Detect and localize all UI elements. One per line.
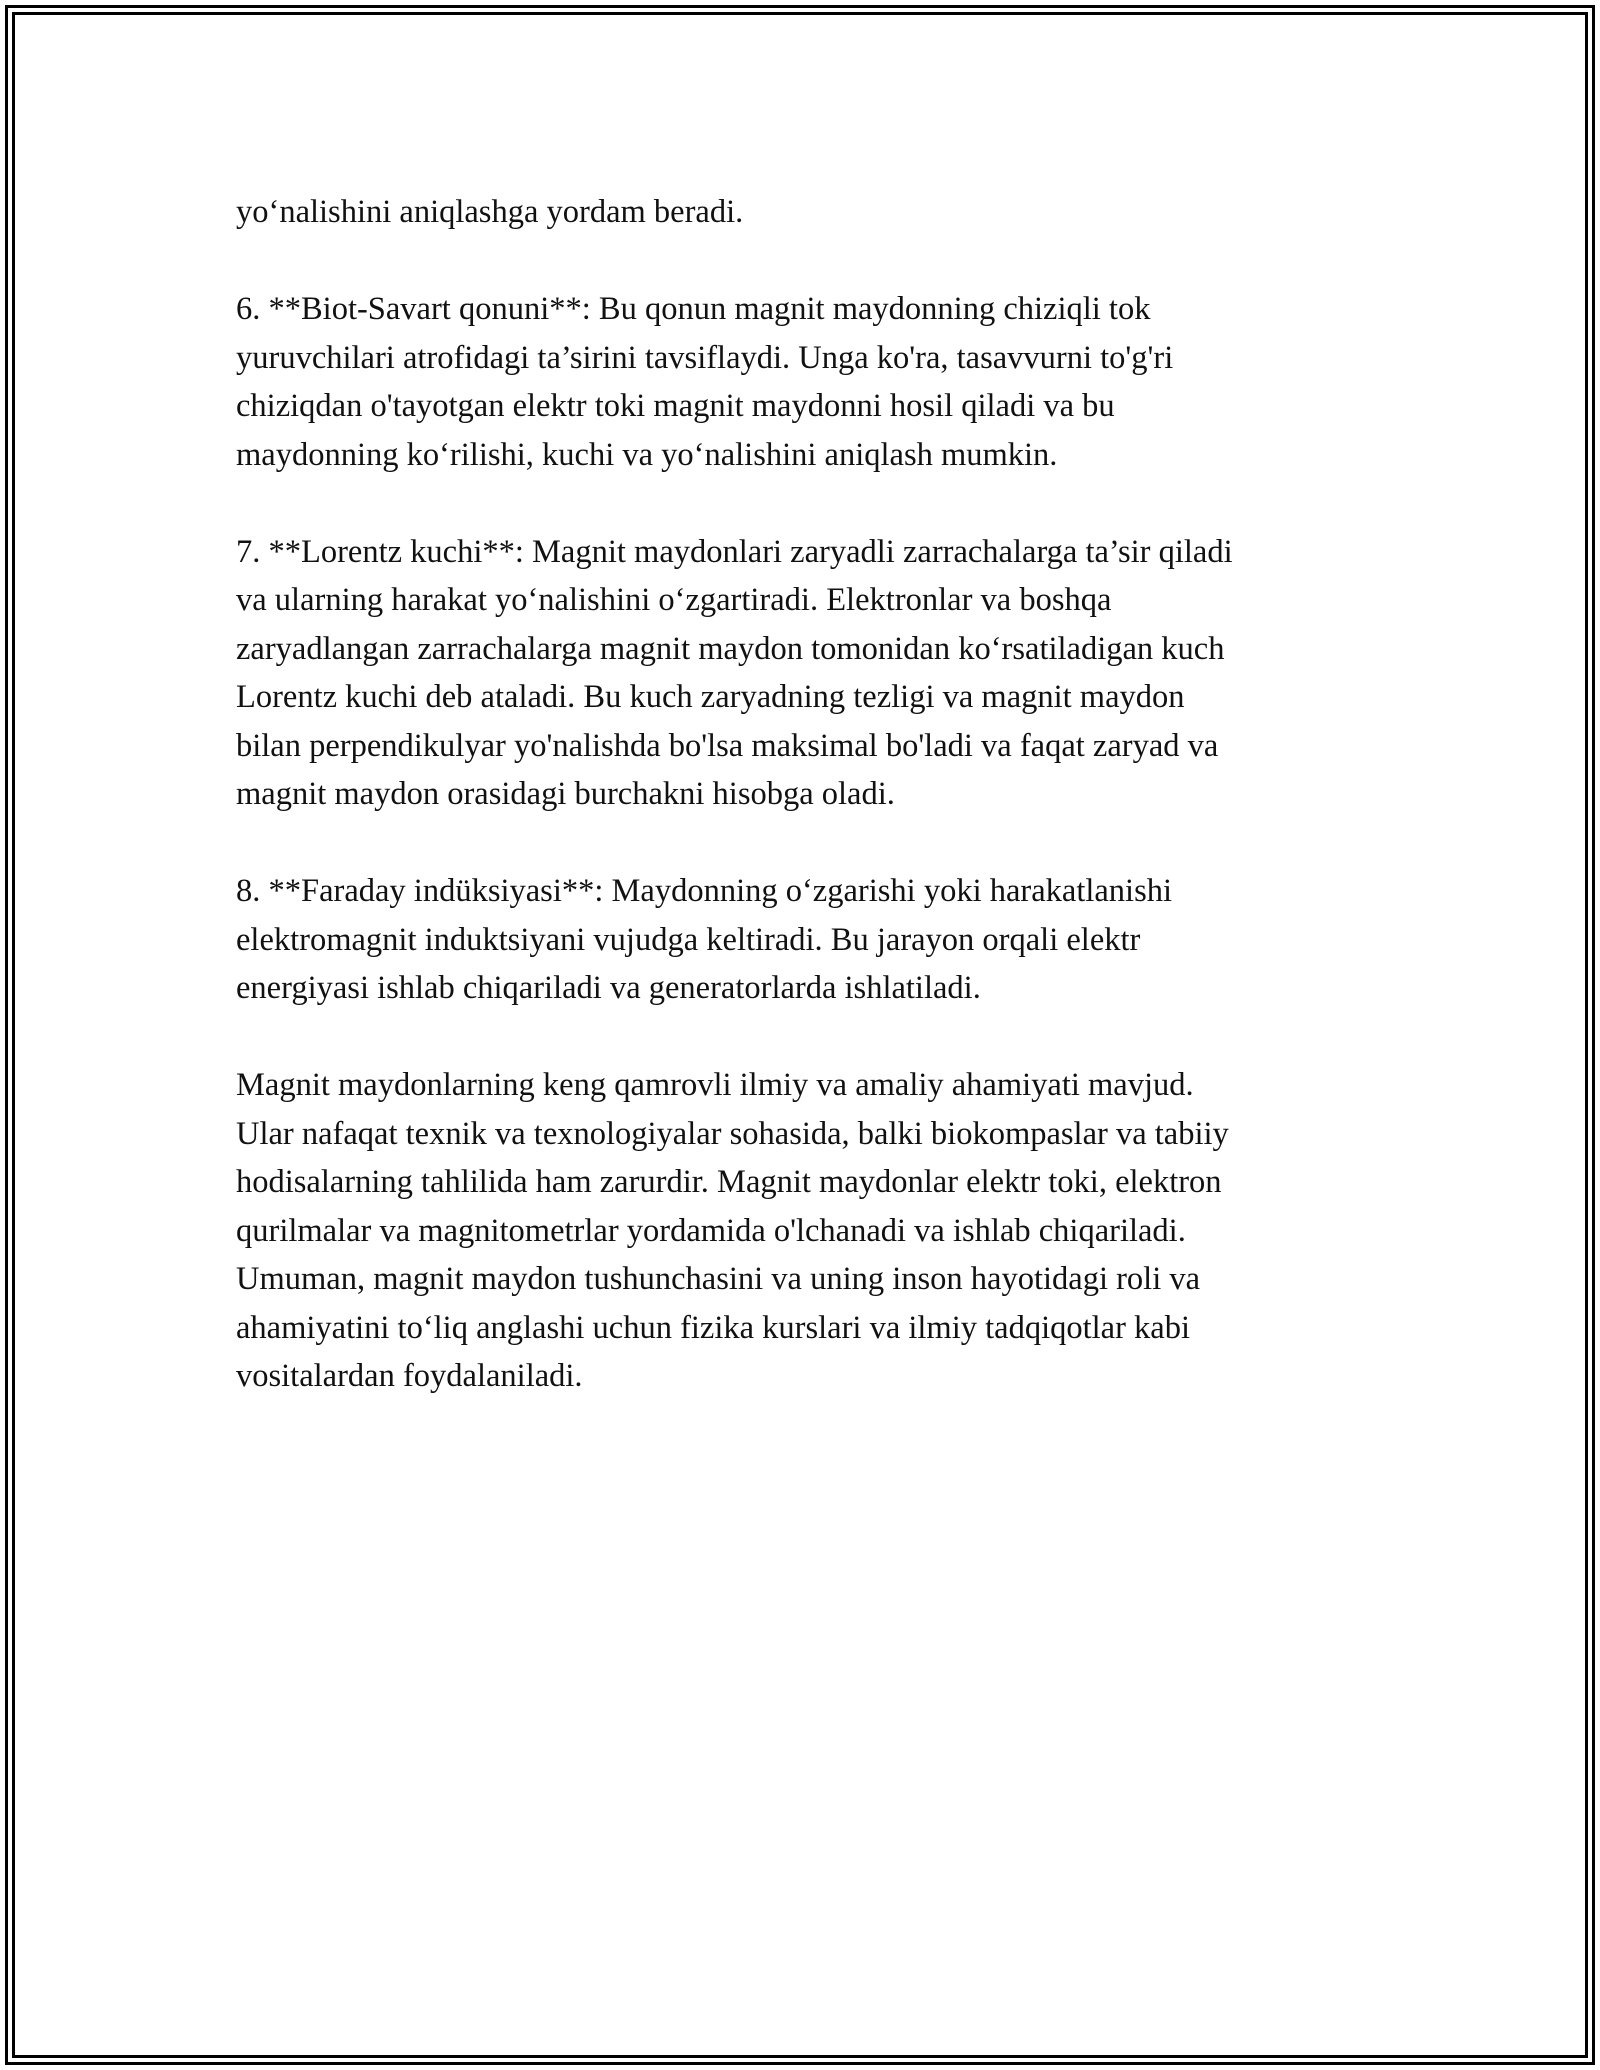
text-line: maydonning ko‘rilishi, kuchi va yo‘nalishini aniqlash mumkin. <box>236 436 1058 473</box>
text-line: 6. **Biot-Savart qonuni**: Bu qonun magnit maydonning chiziqli tok <box>236 291 1151 327</box>
text-line: yo‘nalishini aniqlashga yordam beradi. <box>236 194 744 230</box>
text-line: chiziqdan o'tayotgan elektr toki magnit maydonni hosil qiladi va bu <box>236 388 1115 424</box>
text-line: zaryadlangan zarrachalarga magnit maydon tomonidan ko‘rsatiladigan kuch <box>236 630 1225 667</box>
text-line: Lorentz kuchi deb ataladi. Bu kuch zaryadning tezligi va magnit maydon <box>236 679 1185 715</box>
text-line: Umuman, magnit maydon tushunchasini va uning inson hayotidagi roli va <box>236 1261 1201 1297</box>
text-line: qurilmalar va magnitometrlar yordamida o'lchanadi va ishlab chiqariladi. <box>236 1212 1186 1249</box>
paragraph-lorentz <box>236 528 1376 819</box>
text-line: Ular nafaqat texnik va texnologiyalar sohasida, balki biokompaslar va tabiiy <box>236 1115 1229 1152</box>
text-line: 8. **Faraday indüksiyasi**: Maydonning o‘zgarishi yoki harakatlanishi <box>236 873 1173 909</box>
document-body <box>236 188 1376 1449</box>
paragraph-conclusion <box>236 1061 1376 1401</box>
text-line: 7. **Lorentz kuchi**: Magnit maydonlari zaryadli zarrachalarga ta’sir qiladi <box>236 533 1233 570</box>
text-line: bilan perpendikulyar yo'nalishda bo'lsa maksimal bo'ladi va faqat zaryad va <box>236 727 1219 764</box>
text-line: energiyasi ishlab chiqariladi va generatorlarda ishlatiladi. <box>236 970 981 1006</box>
text-line: Magnit maydonlarning keng qamrovli ilmiy va amaliy ahamiyati mavjud. <box>236 1067 1194 1103</box>
text-line: yuruvchilari atrofidagi ta’sirini tavsiflaydi. Unga ko'ra, tasavvurni to'g'ri <box>236 339 1174 376</box>
text-line: elektromagnit induktsiyani vujudga keltiradi. Bu jarayon orqali elektr <box>236 921 1141 958</box>
paragraph-biot-savart <box>236 285 1376 479</box>
text-line: magnit maydon orasidagi burchakni hisobga oladi. <box>236 776 895 812</box>
paragraph-faraday <box>236 867 1376 1013</box>
text-line: ahamiyatini to‘liq anglashi uchun fizika kurslari va ilmiy tadqiqotlar kabi <box>236 1309 1190 1346</box>
text-line: va ularning harakat yo‘nalishini o‘zgartiradi. Elektronlar va boshqa <box>236 582 1112 618</box>
text-line: hodisalarning tahlilida ham zarurdir. Magnit maydonlar elektr toki, elektron <box>236 1164 1222 1200</box>
paragraph-continuation <box>236 188 1376 237</box>
text-line: vositalardan foydalaniladi. <box>236 1358 583 1394</box>
